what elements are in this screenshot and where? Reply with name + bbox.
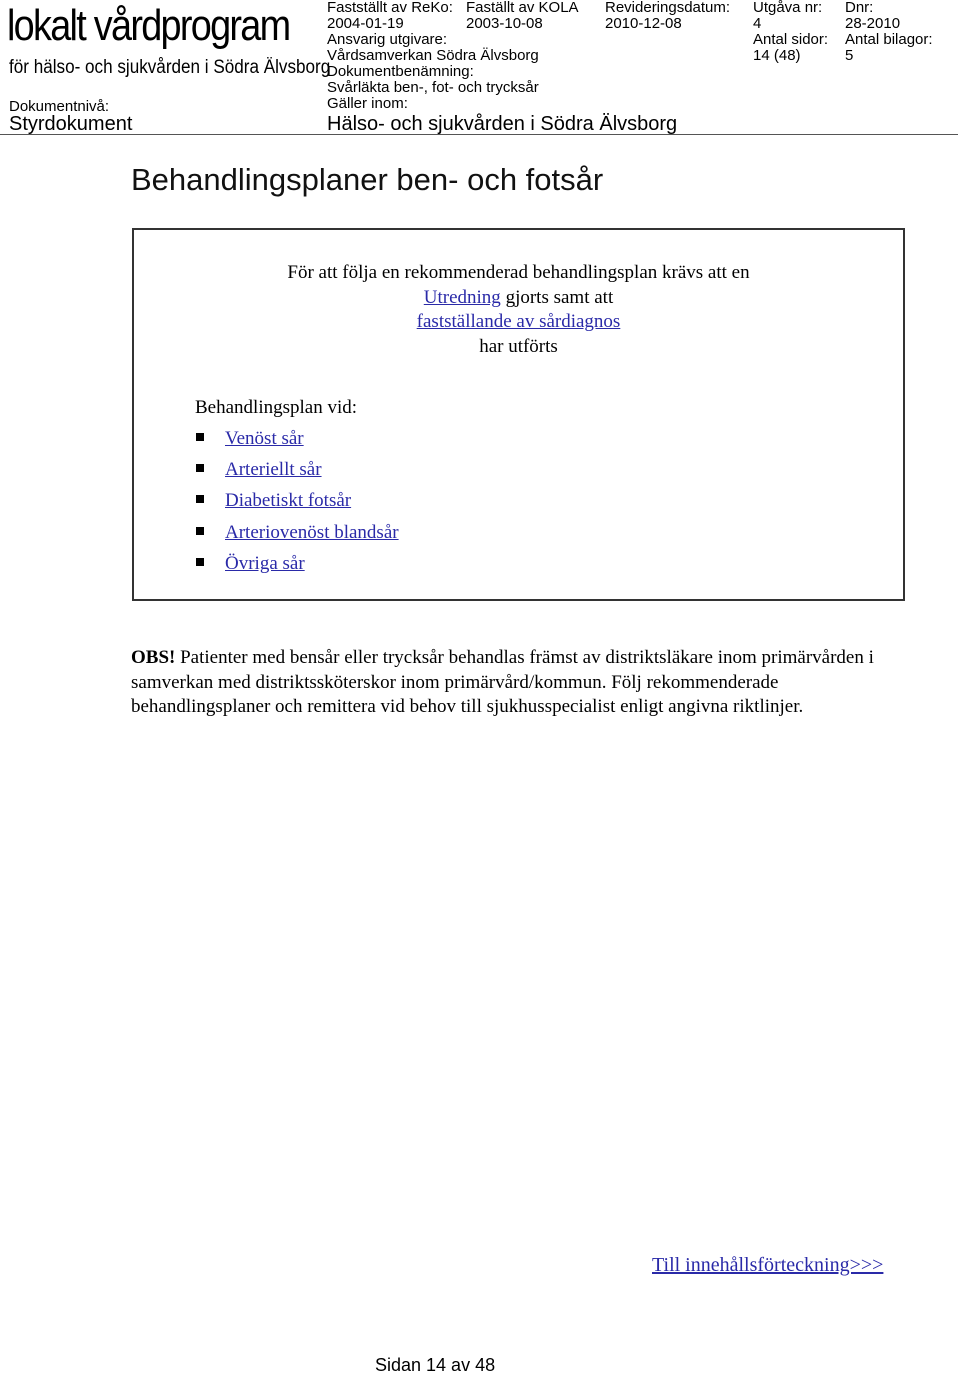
toc-link[interactable]: Till innehållsförteckning>>> bbox=[652, 1254, 884, 1276]
box-intro-line4: har utförts bbox=[479, 336, 558, 357]
antal-bilagor-value: 5 bbox=[845, 47, 854, 64]
benamning-value: Svårläkta ben-, fot- och trycksår bbox=[327, 79, 539, 96]
benamning-label: Dokumentbenämning: bbox=[327, 63, 474, 80]
fastställt-reko-value: 2004-01-19 bbox=[327, 15, 404, 32]
obs-label: OBS! bbox=[131, 647, 176, 668]
sardiagnos-link[interactable]: fastställande av sårdiagnos bbox=[416, 311, 621, 332]
logo-title: lokalt vårdprogram bbox=[7, 1, 290, 50]
logo-subtitle: för hälso- och sjukvården i Södra Älvsborg bbox=[9, 57, 331, 78]
antal-bilagor-label: Antal bilagor: bbox=[845, 31, 933, 48]
antal-sidor-value: 14 (48) bbox=[753, 47, 801, 64]
dnr-label: Dnr: bbox=[845, 0, 874, 16]
box-intro-line2 bbox=[134, 286, 903, 310]
fastställt-kola-label: Faställt av KOLA bbox=[466, 0, 579, 16]
utredning-link[interactable]: Utredning bbox=[423, 287, 501, 308]
dnr-value: 28-2010 bbox=[845, 15, 901, 32]
plan-item-link[interactable]: Arteriovenöst blandsår bbox=[225, 522, 399, 543]
revidering-value: 2010-12-08 bbox=[605, 15, 682, 32]
bullet-icon bbox=[196, 433, 204, 441]
plan-item-link[interactable]: Diabetiskt fotsår bbox=[225, 490, 352, 511]
obs-paragraph bbox=[131, 646, 891, 720]
revidering-label: Revideringsdatum: bbox=[605, 0, 731, 16]
antal-sidor-label: Antal sidor: bbox=[753, 31, 829, 48]
galler-label: Gäller inom: bbox=[327, 95, 408, 112]
ansvarig-label: Ansvarig utgivare: bbox=[327, 31, 448, 48]
galler-value: Hälso- och sjukvården i Södra Älvsborg bbox=[327, 113, 678, 135]
page-title: Behandlingsplaner ben- och fotsår bbox=[131, 162, 604, 197]
plan-item-arteriellt[interactable] bbox=[196, 458, 322, 482]
box-intro-line1: För att följa en rekommenderad behandlingsplan krävs att en bbox=[287, 262, 750, 283]
plan-heading: Behandlingsplan vid: bbox=[195, 397, 358, 418]
fastställt-reko-label: Fastställt av ReKo: bbox=[327, 0, 453, 16]
plan-item-diabetiskt[interactable] bbox=[196, 489, 351, 513]
plan-item-ovriga[interactable] bbox=[196, 552, 305, 576]
header-divider bbox=[0, 134, 958, 135]
page-number: Sidan 14 av 48 bbox=[375, 1355, 496, 1375]
bullet-icon bbox=[196, 464, 204, 472]
plan-item-link[interactable]: Arteriellt sår bbox=[225, 459, 322, 480]
plan-item-link[interactable]: Venöst sår bbox=[225, 428, 304, 449]
plan-item-venost[interactable] bbox=[196, 427, 304, 451]
box-intro-line3 bbox=[134, 310, 903, 334]
bullet-icon bbox=[196, 558, 204, 566]
utgava-label: Utgåva nr: bbox=[753, 0, 823, 16]
box-intro-line2-rest: gjorts samt att bbox=[500, 287, 614, 308]
bullet-icon bbox=[196, 495, 204, 503]
utgava-value: 4 bbox=[753, 15, 762, 32]
bullet-icon bbox=[196, 527, 204, 535]
doc-level-value: Styrdokument bbox=[9, 113, 133, 135]
ansvarig-value: Vårdsamverkan Södra Älvsborg bbox=[327, 47, 539, 64]
doc-level-label: Dokumentnivå: bbox=[9, 98, 110, 115]
plan-item-arteriovenost[interactable] bbox=[196, 521, 399, 545]
obs-text: Patienter med bensår eller trycksår behandlas främst av distriktsläkare inom primärvården i samverkan med distriktssköterskor inom primärvård/kommun. Följ rekommenderade behandlingsplaner och remittera vid behov till sjukhusspecialist enligt angivna riktlinjer. bbox=[131, 647, 874, 717]
fastställt-kola-value: 2003-10-08 bbox=[466, 15, 543, 32]
plan-item-link[interactable]: Övriga sår bbox=[225, 553, 305, 574]
